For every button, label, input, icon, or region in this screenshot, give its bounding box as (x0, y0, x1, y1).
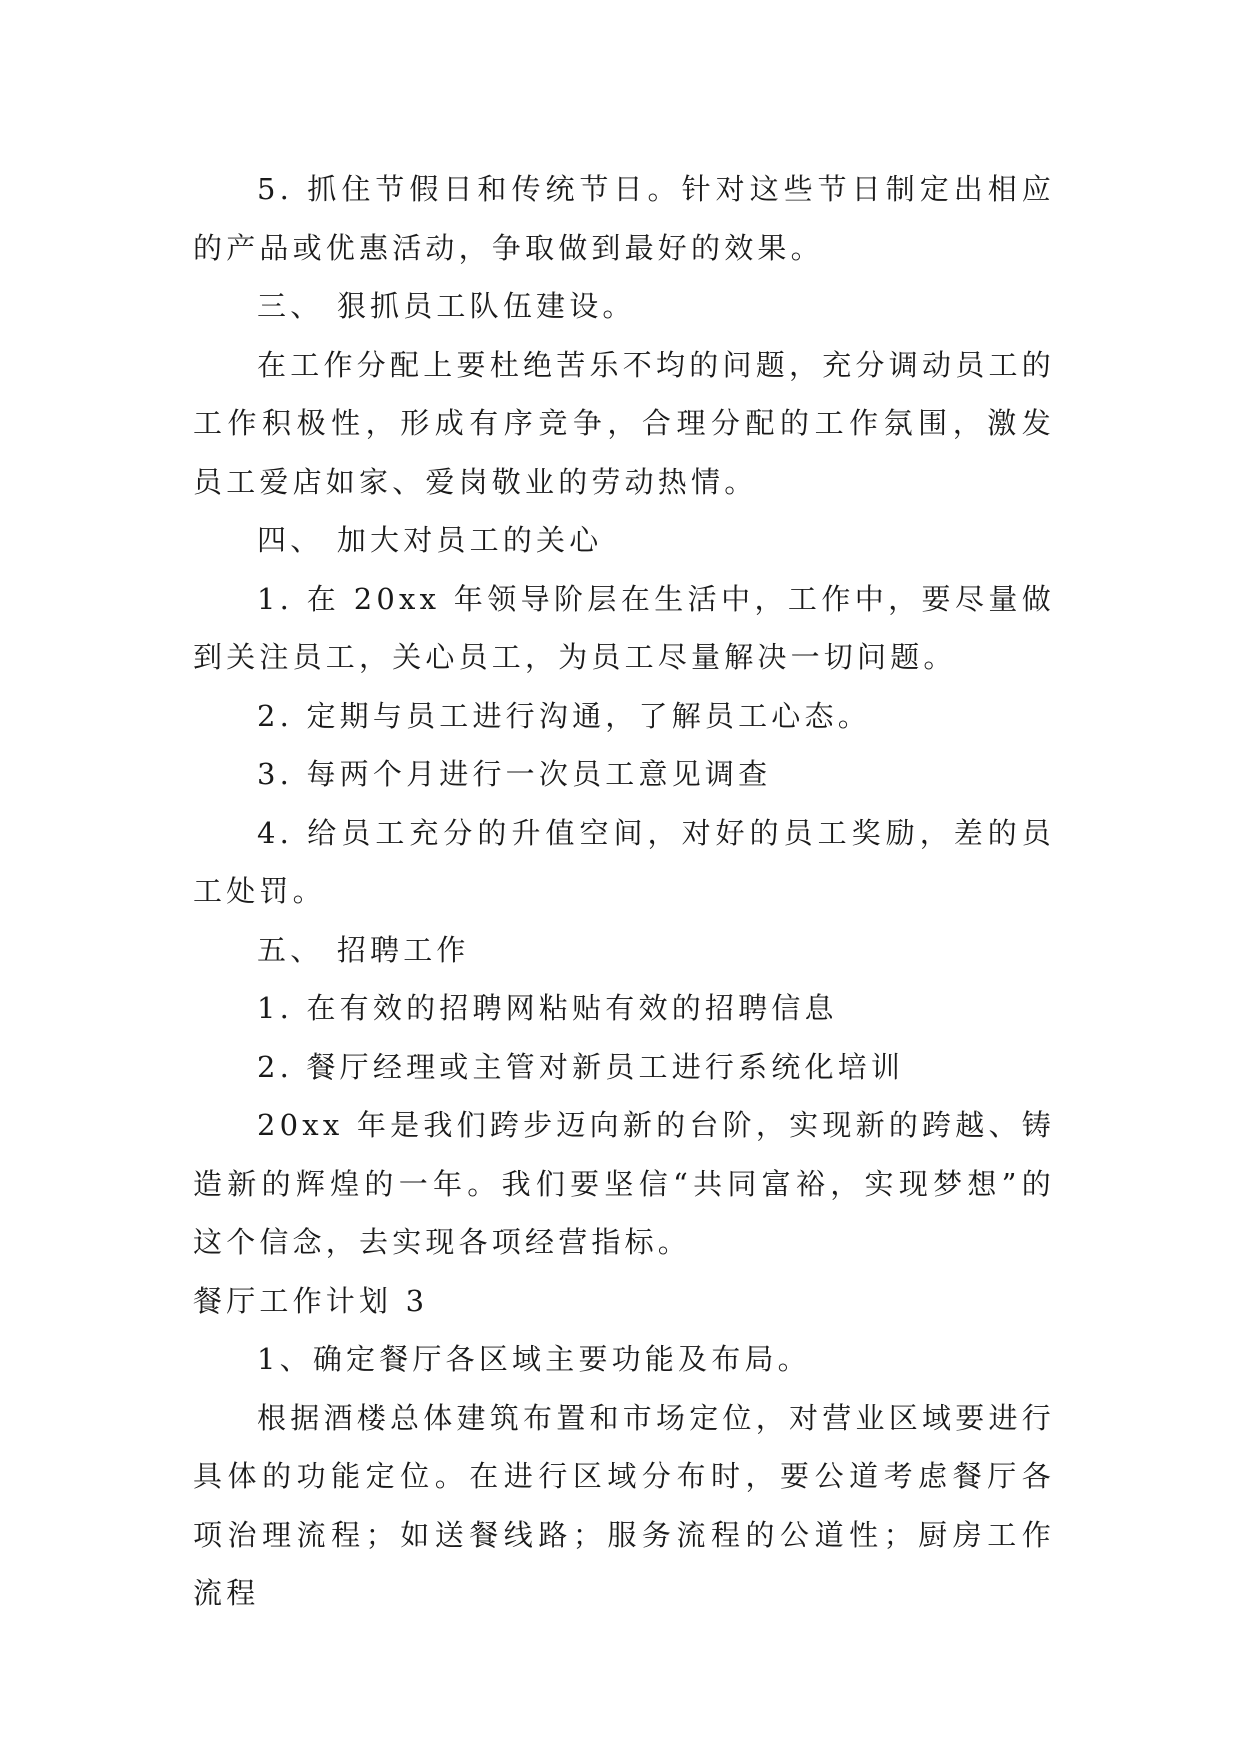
paragraph-recruit-item-1: 1. 在有效的招聘网粘贴有效的招聘信息 (257, 991, 838, 1025)
paragraph-care-item-3: 3. 每两个月进行一次员工意见调查 (257, 757, 772, 791)
paragraph-care-item-2: 2. 定期与员工进行沟通，了解员工心态。 (257, 698, 871, 733)
paragraph-recruit-item-2: 2. 餐厅经理或主管对新员工进行系统化培训 (257, 1049, 905, 1084)
heading-recruitment: 五、 招聘工作 (257, 932, 470, 967)
paragraph-holiday-promotion: 5. 抓住节假日和传统节日。针对这些节日制定出相应的产品或优惠活动，争取做到最好的效果。 (193, 172, 1055, 265)
section-title-plan-3: 餐厅工作计划 3 (193, 1283, 429, 1318)
paragraph-area-layout-body: 根据酒楼总体建筑布置和市场定位，对营业区域要进行具体的功能定位。在进行区域分布时，要公道考虑餐厅各项治理流程；如送餐线路；服务流程的公道性；厨房工作流程 (193, 1400, 1055, 1610)
paragraph-care-item-4: 4. 给员工充分的升值空间，对好的员工奖励，差的员工处罚。 (193, 815, 1055, 908)
document-page (193, 160, 1055, 1623)
heading-staff-care: 四、 加大对员工的关心 (257, 523, 603, 557)
paragraph-area-layout-heading: 1、确定餐厅各区域主要功能及布局。 (257, 1342, 811, 1376)
paragraph-work-allocation: 在工作分配上要杜绝苦乐不均的问题，充分调动员工的工作积极性，形成有序竞争，合理分配的工作氛围，激发员工爱店如家、爱岗敬业的劳动热情。 (193, 347, 1055, 499)
paragraph-year-conclusion: 20xx 年是我们跨步迈向新的台阶，实现新的跨越、铸造新的辉煌的一年。我们要坚信“共同富裕，实现梦想”的这个信念，去实现各项经营指标。 (193, 1108, 1055, 1259)
paragraph-care-item-1: 1. 在 20xx 年领导阶层在生活中，工作中，要尽量做到关注员工，关心员工，为员工尽量解决一切问题。 (193, 581, 1055, 674)
heading-staff-building: 三、 狠抓员工队伍建设。 (257, 289, 636, 323)
